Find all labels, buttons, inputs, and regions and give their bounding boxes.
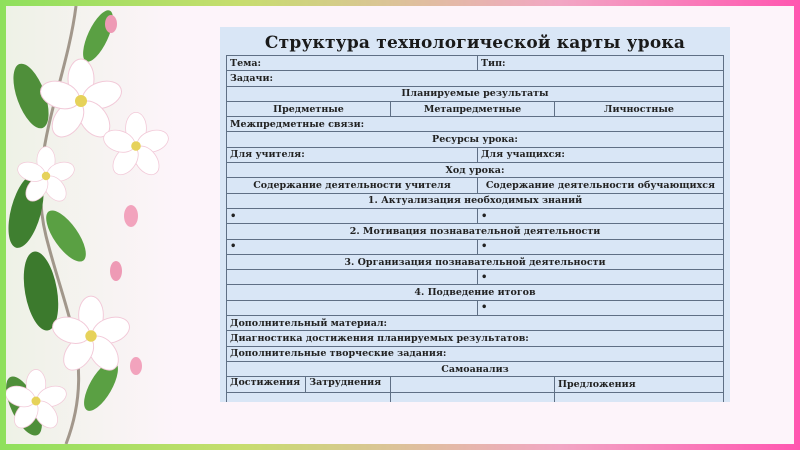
- lesson-map-document: [220, 27, 730, 402]
- bullet-cell: •: [477, 239, 723, 254]
- table-row: [227, 316, 724, 331]
- table-row: [227, 117, 724, 132]
- bullet-cell: •: [477, 208, 723, 223]
- difficulties-label: Затруднения: [305, 377, 390, 391]
- resources-header: Ресурсы урока:: [227, 132, 724, 147]
- diagnostics-cell: Диагностика достижения планируемых результатов:: [227, 331, 724, 346]
- table-row: [227, 346, 724, 361]
- table-row: [227, 178, 724, 193]
- stage-4-header: 4. Подведение итогов: [227, 285, 724, 300]
- self-analysis-header: Самоанализ: [227, 361, 724, 376]
- interdisciplinary-cell: Межпредметные связи:: [227, 117, 724, 132]
- empty-cell: [555, 392, 724, 402]
- table-row: [227, 331, 724, 346]
- empty-cell: [391, 392, 555, 402]
- additional-material-cell: Дополнительный материал:: [227, 316, 724, 331]
- empty-cell: [227, 392, 391, 402]
- apple-blossom-decoration: [6, 6, 176, 444]
- teacher-activity-header: Содержание деятельности учителя: [227, 178, 478, 193]
- stage-2-header: 2. Мотивация познавательной деятельности: [227, 224, 724, 239]
- table-row: [227, 208, 724, 223]
- table-row: [227, 224, 724, 239]
- table-row: [227, 86, 724, 101]
- subject-results-cell: Предметные: [227, 101, 391, 116]
- table-row: [227, 132, 724, 147]
- empty-cell: [227, 300, 478, 315]
- suggestions-cell: Предложения: [555, 377, 724, 392]
- bullet-cell: •: [227, 239, 478, 254]
- empty-cell: [391, 377, 555, 392]
- table-row: [227, 147, 724, 162]
- table-row: [227, 270, 724, 285]
- stage-1-header: 1. Актуализация необходимых знаний: [227, 193, 724, 208]
- table-row: [227, 300, 724, 315]
- bullet-cell: •: [227, 208, 478, 223]
- flower-branch-icon: [6, 6, 176, 444]
- stage-3-header: 3. Организация познавательной деятельности: [227, 254, 724, 269]
- slide: [6, 6, 794, 444]
- bullet-cell: •: [477, 270, 723, 285]
- table-row: [227, 392, 724, 402]
- table-row: [227, 193, 724, 208]
- student-activity-header: Содержание деятельности обучающихся: [477, 178, 723, 193]
- table-row: [227, 239, 724, 254]
- document-title: Структура технологической карты урока: [264, 33, 686, 53]
- for-teacher-cell: Для учителя:: [227, 147, 478, 162]
- achievements-cell: [227, 377, 391, 392]
- lesson-flow-header: Ход урока:: [227, 163, 724, 178]
- table-row: [227, 56, 724, 71]
- for-students-cell: Для учащихся:: [477, 147, 723, 162]
- lesson-map-table: [226, 55, 724, 402]
- metasubject-results-cell: Метапредметные: [391, 101, 555, 116]
- table-row: [227, 285, 724, 300]
- type-cell: Тип:: [477, 56, 723, 71]
- topic-cell: Тема:: [227, 56, 478, 71]
- table-row: [227, 163, 724, 178]
- table-row: [227, 361, 724, 376]
- achievements-label: Достижения: [230, 377, 301, 389]
- creative-tasks-cell: Дополнительные творческие задания:: [227, 346, 724, 361]
- tasks-cell: Задачи:: [227, 71, 724, 86]
- table-row: [227, 377, 724, 392]
- bullet-cell: •: [477, 300, 723, 315]
- table-row: [227, 71, 724, 86]
- personal-results-cell: Личностные: [555, 101, 724, 116]
- empty-cell: [227, 270, 478, 285]
- planned-results-header: Планируемые результаты: [227, 86, 724, 101]
- table-row: [227, 101, 724, 116]
- table-row: [227, 254, 724, 269]
